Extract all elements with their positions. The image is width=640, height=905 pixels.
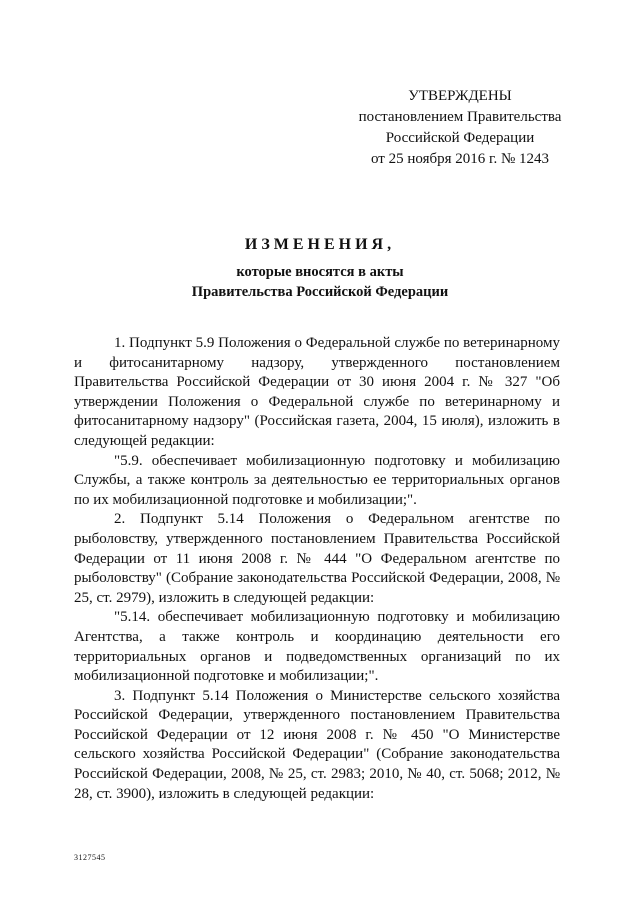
approval-line-decree: постановлением Правительства <box>358 109 562 125</box>
paragraph-2: 2. Подпункт 5.14 Положения о Федеральном агентстве по рыболовству, утвержденного постановлением Правительства Российской Федерации от 11 июня 2008 г. № 444 "О Федеральном агентстве по рыболовству" (Собрание законодательства Российской Федерации, 2008, № 25, ст. 2979), изложить в следующей редакции: <box>74 511 560 606</box>
paragraph-3: 3. Подпункт 5.14 Положения о Министерстве сельского хозяйства Российской Федерации, утвержденного постановлением Правительства Российской Федерации от 12 июня 2008 г. № 450 "О Министерстве сельского хозяйства Российской Федерации" (Собрание законодательства Российской Федерации, 2008, № 25, ст. 2983; 2010, № 40, ст. 5068; 2012, № 28, ст. 3900), изложить в следующей редакции: <box>74 687 560 802</box>
paragraph-quote-2: "5.14. обеспечивает мобилизационную подготовку и мобилизацию Агентства, а также контроль и координацию деятельности его территориальных органов и подведомственных организаций по их мобилизационной подготовке и мобилизации;". <box>74 609 560 685</box>
subtitle-line-2: Правительства Российской Федерации <box>191 284 449 300</box>
paragraph-1: 1. Подпункт 5.9 Положения о Федеральной службе по ветеринарному и фитосанитарному надзору, утвержденного постановлением Правительства Российской Федерации от 30 июня 2004 г. № 327 "Об утверждении Положения о Федеральной службе по ветеринарному и фитосанитарному надзору" (Российская газета, 2004, 15 июля), изложить в следующей редакции: <box>74 335 560 449</box>
paragraph-quote-1: "5.9. обеспечивает мобилизационную подготовку и мобилизацию Службы, а также контроль за деятельностью ее территориальных органов по их мобилизационной подготовке и мобилизации;". <box>74 452 560 508</box>
approval-block <box>330 86 590 170</box>
approval-line-federation: Российской Федерации <box>385 130 535 146</box>
document-body <box>74 334 560 804</box>
approval-line-date: от 25 ноября 2016 г. № 1243 <box>370 151 550 167</box>
approval-heading: УТВЕРЖДЕНЫ <box>408 88 512 104</box>
document-subtitle <box>0 262 640 302</box>
subtitle-line-1: которые вносятся в акты <box>236 264 404 280</box>
footer-document-code: 3127545 <box>74 853 106 862</box>
document-title: ИЗМЕНЕНИЯ, <box>244 236 396 253</box>
